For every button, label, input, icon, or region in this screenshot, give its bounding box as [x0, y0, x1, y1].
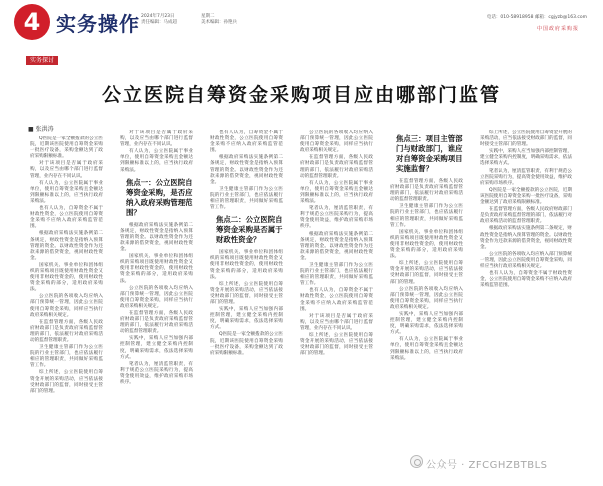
paragraph: 综上所述，公立医院使用自筹资金开展的采购活动，应当依法接受财政部门的监督，同时接受主管部门的管理。 — [210, 281, 283, 305]
text-column-2 — [120, 130, 193, 460]
paragraph: 国家机关、事业单位和团体组织的采购项目既使用财政性资金又使用非财政性资金的，使用财政性资金采购的部分，适用政府采购法。 — [120, 254, 193, 284]
paragraph: 根据政府采购法实施条例第二条规定，财政性资金是指纳入预算管理的资金。以财政性资金作为还款来源的借贷资金，视同财政性资金。 — [30, 231, 103, 261]
paragraph: 有人认为，公立医院属于事业单位，使用自筹资金采购且金额达到限额标准以上的，应当执行政府采购法。 — [300, 180, 373, 205]
paragraph: 也有人认为，自筹资金不属于财政性资金，公立医院使用自筹资金采购不应纳入政府采购监管范围。 — [300, 288, 373, 312]
paragraph: 有人认为，公立医院属于事业单位，使用自筹资金采购且金额达到限额标准以上的，应当执行政府采购法。 — [120, 149, 193, 173]
paragraph: Q医院是一家全额拨款的公立医院，近期该医院使用自筹资金采购一批医疗设备，采购金额达到了政府采购限额标准。 — [210, 332, 283, 356]
paragraph: 笔者认为，厘清监管职责，有利于规范公立医院采购行为，提高资金使用效益，维护政府采购市场秩序。 — [480, 168, 572, 186]
paragraph: 根据政府采购法实施条例第二条规定，财政性资金是指纳入预算管理的资金。以财政性资金作为还款来源的借贷资金，视同财政性资金。 — [480, 226, 572, 250]
account-watermark: 公众号 · ZFCGHZBTBLS — [426, 460, 548, 471]
issue-weekday: 星期二 — [201, 14, 215, 19]
paragraph: 卫生健康主管部门作为公立医院的行业主管部门，也应依法履行相应的管理职责，共同做好采购监管工作。 — [30, 345, 103, 369]
text-column-5 — [390, 130, 463, 460]
issue-meta-right — [201, 14, 237, 26]
paragraph: 在监督管理方面，各级人民政府财政部门是负责政府采购监督管理的部门，依法履行对政府采购活动的监督管理职责。 — [390, 179, 463, 203]
paragraph: 在监督管理方面，各级人民政府财政部门是负责政府采购监督管理的部门，依法履行对政府采购活动的监督管理职责。 — [120, 310, 193, 335]
section-title: 实务操作 — [56, 12, 140, 36]
paragraph: 卫生健康主管部门作为公立医院的行业主管部门，也应依法履行相应的管理职责，共同做好采购监管工作。 — [390, 204, 463, 228]
paragraph: 笔者认为，厘清监管职责，有利于规范公立医院采购行为，提高资金使用效益，维护政府采购市场秩序。 — [120, 361, 193, 385]
text-column-3 — [210, 130, 283, 460]
issue-date: 2024年7月23日 — [141, 14, 175, 19]
contact-info: 电话：010-58918958 邮箱：cgjyzb@163.com — [486, 15, 587, 20]
article-byline: ■ 张洪涛 — [28, 126, 54, 133]
paragraph: 公立医院的各项收入均应纳入部门预算统一管理，因此公立医院使用自筹资金采购，同样应当执行政府采购相关规定。 — [30, 294, 103, 318]
paragraph: 对于该项目是否属于政府采购，以及应当由哪个部门进行监督管理，业内存在不同认识。 — [300, 313, 373, 331]
article-headline: 公立医院自筹资金采购项目应由哪部门监管 — [101, 84, 501, 106]
responsible-editor: 责任编辑：马成超 — [141, 20, 177, 25]
paragraph: 综上所述，公立医院使用自筹资金开展的采购活动，应当依法接受财政部门的监督，同时接受主管部门的管理。 — [30, 370, 103, 394]
paragraph: 也有人认为，自筹资金不属于财政性资金，公立医院使用自筹资金采购不应纳入政府采购监管范围。 — [30, 206, 103, 230]
paragraph: 根据政府采购法实施条例第二条规定，财政性资金是指纳入预算管理的资金。以财政性资金作为还款来源的借贷资金，视同财政性资金。 — [120, 222, 193, 253]
page-header — [0, 0, 603, 44]
paragraph: 也有人认为，自筹资金不属于财政性资金，公立医院使用自筹资金采购不应纳入政府采购监管范围。 — [480, 271, 572, 289]
paragraph: 综上所述，公立医院使用自筹资金开展的采购活动，应当依法接受财政部门的监督，同时接受主管部门的管理。 — [390, 261, 463, 285]
paragraph: Q医院是一家全额拨款的公立医院，近期该医院使用自筹资金采购一批医疗设备，采购金额达到了政府采购限额标准。 — [480, 187, 572, 206]
paragraph: 公立医院的各项收入均应纳入部门预算统一管理，因此公立医院使用自筹资金采购，同样应当执行政府采购相关规定。 — [120, 285, 193, 309]
paragraph: 国家机关、事业单位和团体组织的采购项目既使用财政性资金又使用非财政性资金的，使用财政性资金采购的部分，适用政府采购法。 — [30, 262, 103, 293]
paragraph: 对于该项目是否属于政府采购，以及应当由哪个部门进行监督管理，业内存在不同认识。 — [120, 130, 193, 148]
paragraph: 根据政府采购法实施条例第二条规定，财政性资金是指纳入预算管理的资金。以财政性资金作为还款来源的借贷资金，视同财政性资金。 — [210, 155, 283, 185]
paragraph: 在监督管理方面，各级人民政府财政部门是负责政府采购监督管理的部门，依法履行对政府采购活动的监督管理职责。 — [300, 155, 373, 179]
paragraph: 综上所述，公立医院使用自筹资金开展的采购活动，应当依法接受财政部门的监督，同时接受主管部门的管理。 — [480, 130, 572, 148]
focus-heading-1: 焦点一：公立医院自筹资金采购，是否应纳入政府采购管理范围？ — [126, 177, 193, 217]
text-column-6 — [480, 130, 572, 460]
paragraph: 也有人认为，自筹资金不属于财政性资金，公立医院使用自筹资金采购不应纳入政府采购监管范围。 — [210, 130, 283, 154]
art-editor: 美术编辑：孙艳兵 — [201, 20, 237, 25]
focus-heading-3: 焦点三：项目主管部门与财政部门，谁应对自筹资金采购项目实施监督？ — [396, 134, 463, 173]
column-tag: 实务探讨 — [26, 56, 58, 65]
focus-heading-2: 焦点二：公立医院自筹资金采购是否属于财政性资金？ — [216, 215, 283, 245]
paragraph: 对于该项目是否属于政府采购，以及应当由哪个部门进行监督管理，业内存在不同认识。 — [30, 161, 103, 179]
paragraph: 实践中，采购人应当加强内部控制管理，建立健全采购内控制度，明确采购需求，依法选择采购方式。 — [210, 307, 283, 331]
paragraph: 国家机关、事业单位和团体组织的采购项目既使用财政性资金又使用非财政性资金的，使用财政性资金采购的部分，适用政府采购法。 — [390, 229, 463, 260]
paragraph: 有人认为，公立医院属于事业单位，使用自筹资金采购且金额达到限额标准以上的，应当执行政府采购法。 — [390, 337, 463, 361]
paragraph: 笔者认为，厘清监管职责，有利于规范公立医院采购行为，提高资金使用效益，维护政府采购市场秩序。 — [300, 206, 373, 230]
paragraph: 实践中，采购人应当加强内部控制管理，建立健全采购内控制度，明确采购需求，依法选择采购方式。 — [480, 149, 572, 167]
issue-meta-left — [141, 14, 177, 26]
newspaper-masthead: 中国政府采购报 — [536, 26, 579, 32]
paragraph: 公立医院的各项收入均应纳入部门预算统一管理，因此公立医院使用自筹资金采购，同样应当执行政府采购相关规定。 — [480, 251, 572, 269]
text-column-4 — [300, 130, 373, 460]
paragraph: 在监督管理方面，各级人民政府财政部门是负责政府采购监督管理的部门，依法履行对政府采购活动的监督管理职责。 — [480, 207, 572, 225]
paragraph: 实践中，采购人应当加强内部控制管理，建立健全采购内控制度，明确采购需求，依法选择采购方式。 — [120, 336, 193, 360]
paragraph: 综上所述，公立医院使用自筹资金开展的采购活动，应当依法接受财政部门的监督，同时接受主管部门的管理。 — [300, 333, 373, 357]
text-column-1 — [30, 136, 103, 464]
paragraph: 卫生健康主管部门作为公立医院的行业主管部门，也应依法履行相应的管理职责，共同做好采购监管工作。 — [210, 186, 283, 211]
paragraph: 卫生健康主管部门作为公立医院的行业主管部门，也应依法履行相应的管理职责，共同做好采购监管工作。 — [300, 262, 373, 287]
paragraph: 有人认为，公立医院属于事业单位，使用自筹资金采购且金额达到限额标准以上的，应当执行政府采购法。 — [30, 180, 103, 204]
paragraph: 根据政府采购法实施条例第二条规定，财政性资金是指纳入预算管理的资金。以财政性资金作为还款来源的借贷资金，视同财政性资金。 — [300, 231, 373, 261]
wechat-logo-icon — [410, 455, 423, 468]
paragraph: 国家机关、事业单位和团体组织的采购项目既使用财政性资金又使用非财政性资金的，使用财政性资金采购的部分，适用政府采购法。 — [210, 250, 283, 280]
paragraph: 实践中，采购人应当加强内部控制管理，建立健全采购内控制度，明确采购需求，依法选择采购方式。 — [390, 311, 463, 336]
paragraph: 公立医院的各项收入均应纳入部门预算统一管理，因此公立医院使用自筹资金采购，同样应当执行政府采购相关规定。 — [390, 286, 463, 310]
paragraph: Q医院是一家全额拨款的公立医院，近期该医院使用自筹资金采购一批医疗设备，采购金额达到了政府采购限额标准。 — [30, 136, 103, 160]
paragraph: 公立医院的各项收入均应纳入部门预算统一管理，因此公立医院使用自筹资金采购，同样应当执行政府采购相关规定。 — [300, 130, 373, 154]
paragraph: 在监督管理方面，各级人民政府财政部门是负责政府采购监督管理的部门，依法履行对政府采购活动的监督管理职责。 — [30, 319, 103, 343]
page-number-badge: 4 — [14, 4, 50, 40]
